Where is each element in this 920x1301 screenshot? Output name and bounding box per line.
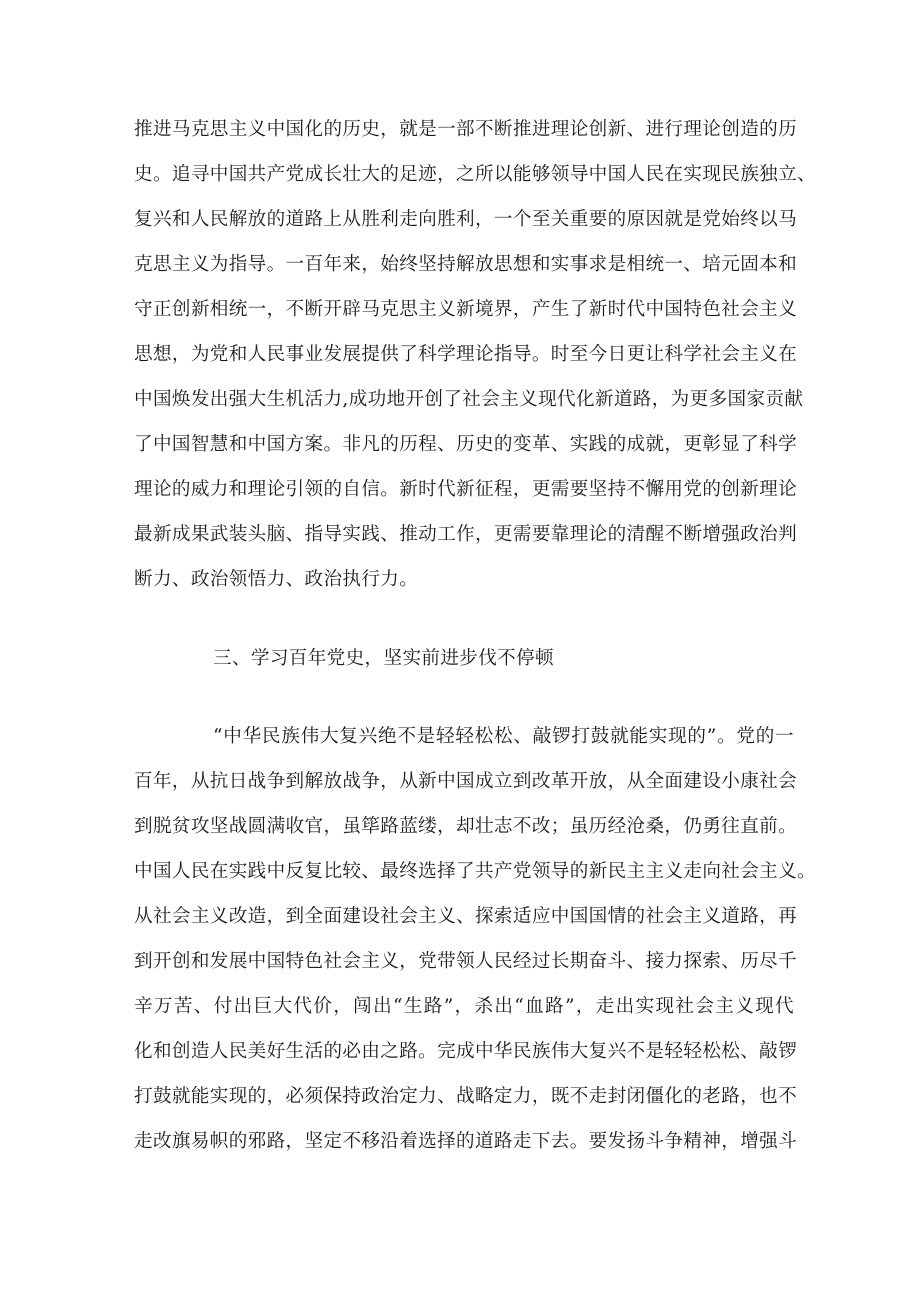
paragraph-1-line-5: 守正创新相统一，不断开辟马克思主义新境界，产生了新时代中国特色社会主义 bbox=[134, 299, 798, 320]
paragraph-2-line-5: 从社会主义改造，到全面建设社会主义、探索适应中国国情的社会主义道路，再 bbox=[134, 906, 798, 927]
paragraph-2-line-3: 到脱贫攻坚战圆满收官，虽筚路蓝缕，却壮志不改；虽历经沧桑，仍勇往直前。 bbox=[134, 816, 798, 837]
paragraph-2-line-9: 打鼓就能实现的，必须保持政治定力、战略定力，既不走封闭僵化的老路，也不 bbox=[134, 1086, 798, 1107]
paragraph-1-line-6: 思想，为党和人民事业发展提供了科学理论指导。时至今日更让科学社会主义在 bbox=[134, 344, 798, 365]
paragraph-1-line-9: 理论的威力和理论引领的自信。新时代新征程，更需要坚持不懈用党的创新理论 bbox=[134, 479, 798, 500]
section-heading-3: 三、学习百年党史，坚实前进步伐不停顿 bbox=[213, 648, 554, 669]
paragraph-2-line-8: 化和创造人民美好生活的必由之路。完成中华民族伟大复兴不是轻轻松松、敲锣 bbox=[134, 1041, 798, 1062]
paragraph-1-line-11: 断力、政治领悟力、政治执行力。 bbox=[134, 569, 419, 590]
paragraph-2-line-6: 到开创和发展中国特色社会主义，党带领人民经过长期奋斗、接力探索、历尽千 bbox=[134, 951, 798, 972]
paragraph-2-line-7: 辛万苦、付出巨大代价，闯出“生路”，杀出“血路”，走出实现社会主义现代 bbox=[134, 996, 794, 1017]
paragraph-1-line-10: 最新成果武装头脑、指导实践、推动工作，更需要靠理论的清醒不断增强政治判 bbox=[134, 524, 798, 545]
paragraph-1-line-4: 克思主义为指导。一百年来，始终坚持解放思想和实事求是相统一、培元固本和 bbox=[134, 254, 798, 275]
paragraph-1-line-1: 推进马克思主义中国化的历史，就是一部不断推进理论创新、进行理论创造的历 bbox=[134, 119, 798, 140]
paragraph-2-line-10: 走改旗易帜的邪路，坚定不移沿着选择的道路走下去。要发扬斗争精神，增强斗 bbox=[134, 1131, 798, 1152]
paragraph-1-line-8: 了中国智慧和中国方案。非凡的历程、历史的变革、实践的成就，更彰显了科学 bbox=[134, 434, 798, 455]
paragraph-2-line-4: 中国人民在实践中反复比较、最终选择了共产党领导的新民主主义走向社会主义。 bbox=[134, 861, 816, 882]
paragraph-2-line-1: “中华民族伟大复兴绝不是轻轻松松、敲锣打鼓就能实现的”。党的一 bbox=[213, 726, 794, 747]
paragraph-1-line-2: 史。追寻中国共产党成长壮大的足迹，之所以能够领导中国人民在实现民族独立、 bbox=[134, 164, 816, 185]
paragraph-1-line-3: 复兴和人民解放的道路上从胜利走向胜利，一个至关重要的原因就是党始终以马 bbox=[134, 209, 798, 230]
paragraph-2-line-2: 百年，从抗日战争到解放战争，从新中国成立到改革开放，从全面建设小康社会 bbox=[134, 771, 798, 792]
paragraph-1-line-7: 中国焕发出强大生机活力,成功地开创了社会主义现代化新道路，为更多国家贡献 bbox=[134, 389, 804, 410]
